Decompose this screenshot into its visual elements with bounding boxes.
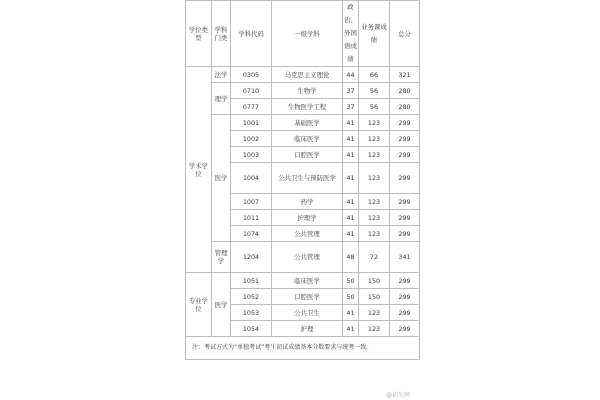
- tot-cell: 299: [390, 147, 420, 163]
- pol-cell: 41: [343, 210, 359, 226]
- pol-cell: 41: [343, 194, 359, 210]
- sub-cell: 123: [359, 115, 390, 131]
- pol-cell: 44: [343, 67, 359, 83]
- code-cell: 1053: [231, 305, 272, 321]
- code-cell: 1002: [231, 131, 272, 147]
- sub-cell: 123: [359, 226, 390, 242]
- pol-cell: 50: [343, 273, 359, 289]
- tot-cell: 299: [390, 321, 420, 337]
- code-cell: 0777: [231, 99, 272, 115]
- code-cell: 1054: [231, 321, 272, 337]
- tot-cell: 299: [390, 131, 420, 147]
- tot-cell: 280: [390, 99, 420, 115]
- discipline-management: 管理学: [212, 242, 231, 273]
- header-row: [186, 1, 420, 67]
- sub-cell: 123: [359, 194, 390, 210]
- sub-cell: 150: [359, 289, 390, 305]
- pol-cell: 41: [343, 115, 359, 131]
- group-academic: 学术学位: [186, 67, 212, 273]
- tot-cell: 321: [390, 67, 420, 83]
- code-cell: 1004: [231, 163, 272, 194]
- name-cell: 生物学: [272, 83, 343, 99]
- sub-cell: 66: [359, 67, 390, 83]
- name-cell: 护理学: [272, 210, 343, 226]
- name-cell: 公共卫生: [272, 305, 343, 321]
- code-cell: 1074: [231, 226, 272, 242]
- code-cell: 1011: [231, 210, 272, 226]
- header-discipline: 学科门类: [212, 1, 231, 67]
- table-row: [186, 83, 420, 99]
- header-business: 业务课成绩: [359, 1, 390, 67]
- tot-cell: 299: [390, 163, 420, 194]
- pol-cell: 41: [343, 305, 359, 321]
- table-row: [186, 115, 420, 131]
- group-professional: 专业学位: [186, 273, 212, 337]
- tot-cell: 299: [390, 226, 420, 242]
- name-cell: 护理: [272, 321, 343, 337]
- discipline-science: 理学: [212, 83, 231, 115]
- pol-cell: 37: [343, 83, 359, 99]
- tot-cell: 299: [390, 210, 420, 226]
- header-politics-foreign: 政治、外国语成绩: [343, 1, 359, 67]
- tot-cell: 299: [390, 289, 420, 305]
- code-cell: 1003: [231, 147, 272, 163]
- pol-cell: 41: [343, 147, 359, 163]
- name-cell: 公共管理: [272, 242, 343, 273]
- sub-cell: 150: [359, 273, 390, 289]
- name-cell: 基础医学: [272, 115, 343, 131]
- code-cell: 0305: [231, 67, 272, 83]
- header-first-level: 一级学科: [272, 1, 343, 67]
- tot-cell: 299: [390, 273, 420, 289]
- header-degree-type: 学位类型: [186, 1, 212, 67]
- name-cell: 公共卫生与预防医学: [272, 163, 343, 194]
- pol-cell: 41: [343, 226, 359, 242]
- sub-cell: 123: [359, 163, 390, 194]
- score-table: [185, 0, 420, 360]
- table-row: [186, 67, 420, 83]
- tot-cell: 299: [390, 194, 420, 210]
- discipline-medicine-pro: 医学: [212, 273, 231, 337]
- pol-cell: 41: [343, 321, 359, 337]
- pol-cell: 50: [343, 289, 359, 305]
- watermark: @招生网: [386, 392, 411, 399]
- sub-cell: 72: [359, 242, 390, 273]
- sub-cell: 123: [359, 147, 390, 163]
- name-cell: 口腔医学: [272, 289, 343, 305]
- score-table-sheet: [185, 0, 419, 400]
- pol-cell: 41: [343, 163, 359, 194]
- header-total: 总分: [390, 1, 420, 67]
- name-cell: 口腔医学: [272, 147, 343, 163]
- code-cell: 1052: [231, 289, 272, 305]
- header-code: 学科代码: [231, 1, 272, 67]
- table-row: [186, 242, 420, 273]
- sub-cell: 123: [359, 321, 390, 337]
- sub-cell: 123: [359, 131, 390, 147]
- pol-cell: 41: [343, 131, 359, 147]
- name-cell: 马克思主义理论: [272, 67, 343, 83]
- tot-cell: 280: [390, 83, 420, 99]
- code-cell: 1007: [231, 194, 272, 210]
- tot-cell: 341: [390, 242, 420, 273]
- code-cell: 0710: [231, 83, 272, 99]
- tot-cell: 299: [390, 305, 420, 321]
- sub-cell: 123: [359, 305, 390, 321]
- code-cell: 1001: [231, 115, 272, 131]
- name-cell: 药学: [272, 194, 343, 210]
- table-row: [186, 273, 420, 289]
- pol-cell: 48: [343, 242, 359, 273]
- name-cell: 生物医学工程: [272, 99, 343, 115]
- note-text: 注：考试方式为“单独考试”考生初试成绩基本分数要求与统考一致。: [186, 337, 420, 360]
- sub-cell: 56: [359, 99, 390, 115]
- code-cell: 1204: [231, 242, 272, 273]
- sub-cell: 123: [359, 210, 390, 226]
- name-cell: 公共管理: [272, 226, 343, 242]
- sub-cell: 56: [359, 83, 390, 99]
- discipline-medicine: 医学: [212, 115, 231, 242]
- tot-cell: 299: [390, 115, 420, 131]
- discipline-law: 法学: [212, 67, 231, 83]
- note-row: [186, 337, 420, 360]
- name-cell: 临床医学: [272, 131, 343, 147]
- pol-cell: 37: [343, 99, 359, 115]
- code-cell: 1051: [231, 273, 272, 289]
- name-cell: 临床医学: [272, 273, 343, 289]
